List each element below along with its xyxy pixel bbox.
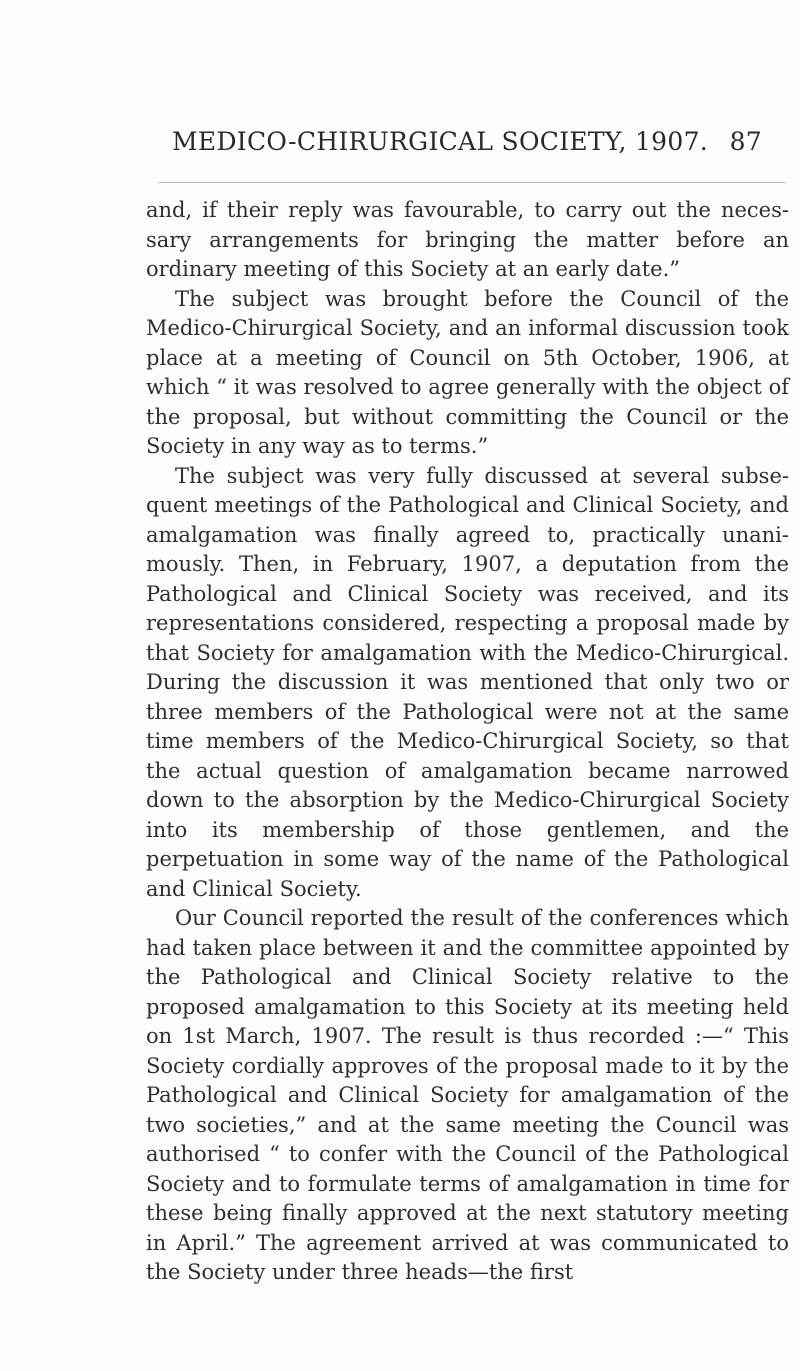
page-number: 87	[729, 127, 762, 156]
body-text	[146, 196, 789, 1288]
paragraph: Our Council reported the result of the conferences which had taken place between it and the committee appointed by the Pathological and Clinical Society relative to the proposed amalgamation to this Society at its meeting held on 1st March, 1907. The result is thus recorded :—“ This Society cordially approves of the proposal made to it by the Pathological and Clinical Society for amalgamation of the two societies,” and at the same meeting the Council was authorised “ to confer with the Council of the Pathological Society and to formulate terms of amalgamation in time for these being finally approved at the next statutory meeting in April.” The agreement arrived at was communicated to the Society under three heads—the first	[146, 906, 789, 1284]
paragraph: The subject was very fully discussed at several subsequent meetings of the Pathological and Clinical Society, and amalgamation was finally agreed to, practically unanimously. Then, in February, 1907, a deputation from the Pathological and Clinical Society was received, and its representations considered, respecting a proposal made by that Society for amalgamation with the Medico-Chirurgical. During the discussion it was mentioned that only two or three members of the Pathological were not at the same time members of the Medico-Chirurgical Society, so that the actual question of amalgamation became narrowed down to the absorption by the Medico-Chirurgical Society into its membership of those gentlemen, and the perpetuation in some way of the name of the Pathological and Clinical Society.	[146, 463, 789, 901]
paragraph: The subject was brought before the Council of the Medico-Chirurgical Society, and an informal discussion took place at a meeting of Council on 5th October, 1906, at which “ it was resolved to agree generally with the object of the proposal, but without committing the Council or the Society in any way as to terms.”	[146, 286, 789, 458]
header-rule	[158, 182, 786, 183]
paragraph: and, if their reply was favourable, to carry out the necessary arrangements for bringing the matter before an ordinary meeting of this Society at an early date.”	[146, 198, 789, 281]
running-head	[172, 127, 784, 167]
running-head-title: MEDICO-CHIRURGICAL SOCIETY, 1907.	[172, 127, 709, 156]
